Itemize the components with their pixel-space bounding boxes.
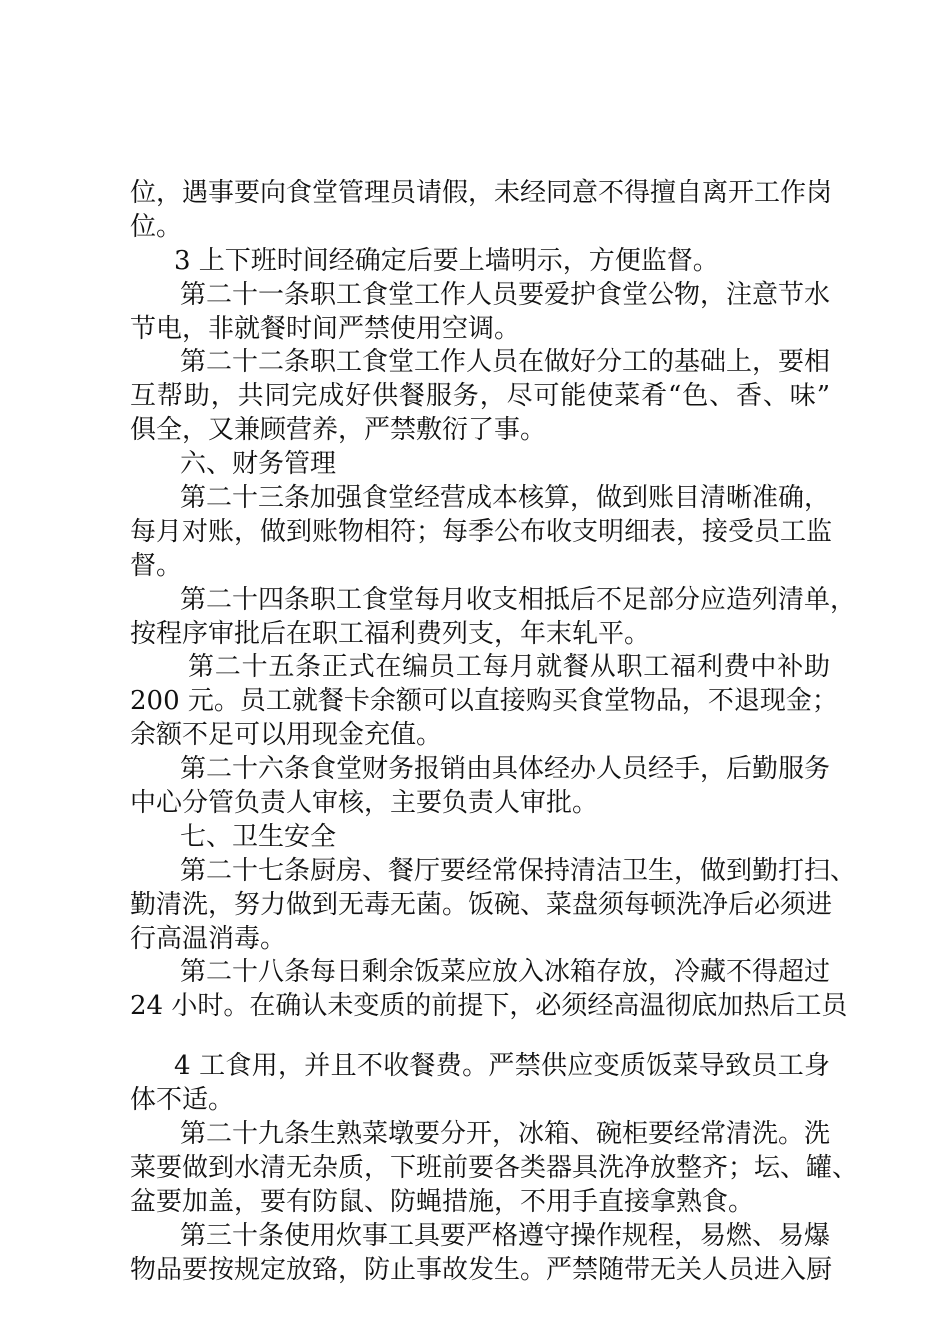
text-line: 余额不足可以用现金充值。	[130, 720, 443, 750]
text-line: 位。	[130, 212, 183, 242]
text-line: 第二十九条生熟菜墩要分开，冰箱、碗柜要经常清洗。洗	[180, 1119, 831, 1149]
text-line: 200 元。员工就餐卡余额可以直接购买食堂物品，不退现金；	[130, 686, 838, 716]
text-line: 互帮助，共同完成好供餐服务，尽可能使菜肴“色、香、味”	[130, 381, 830, 411]
text-line: 勤清洗，努力做到无毒无菌。饭碗、菜盘须每顿洗净后必须进	[130, 890, 833, 920]
text-line: 第二十六条食堂财务报销由具体经办人员经手，后勤服务	[180, 754, 831, 784]
text-line: 盆要加盖，要有防鼠、防蝇措施，不用手直接拿熟食。	[130, 1187, 755, 1217]
section-heading: 六、财务管理	[180, 449, 337, 479]
text-line: 24 小时。在确认未变质的前提下，必须经高温彻底加热后工员	[130, 991, 848, 1021]
text-line: 按程序审批后在职工福利费列支，年末轧平。	[130, 619, 651, 649]
text-line: 位，遇事要向食堂管理员请假，未经同意不得擅自离开工作岗	[130, 178, 833, 208]
text-line: 3 上下班时间经确定后要上墙明示，方便监督。	[174, 246, 719, 276]
text-line: 第三十条使用炊事工具要严格遵守操作规程，易燃、易爆	[180, 1221, 831, 1251]
text-line: 俱全，又兼顾营养，严禁敷衍了事。	[130, 415, 547, 445]
text-line: 督。	[130, 551, 183, 581]
text-line: 第二十五条正式在编员工每月就餐从职工福利费中补助	[188, 652, 830, 682]
text-line: 体不适。	[130, 1085, 235, 1115]
text-line: 每月对账，做到账物相符；每季公布收支明细表，接受员工监	[130, 517, 833, 547]
text-line: 节电，非就餐时间严禁使用空调。	[130, 314, 521, 344]
text-line: 4 工食用，并且不收餐费。严禁供应变质饭菜导致员工身	[174, 1051, 830, 1081]
text-line: 第二十一条职工食堂工作人员要爱护食堂公物，注意节水	[180, 280, 831, 310]
text-line: 第二十八条每日剩余饭菜应放入冰箱存放，冷藏不得超过	[180, 957, 831, 987]
text-line: 第二十二条职工食堂工作人员在做好分工的基础上，要相	[180, 347, 831, 377]
text-line: 物品要按规定放臵，防止事故发生。严禁随带无关人员进入厨	[130, 1255, 833, 1285]
text-line: 中心分管负责人审核，主要负责人审批。	[130, 788, 599, 818]
text-line: 第二十四条职工食堂每月收支相抵后不足部分应造列清单，	[180, 585, 857, 615]
text-line: 第二十三条加强食堂经营成本核算，做到账目清晰准确，	[180, 483, 831, 513]
text-line: 行高温消毒。	[130, 924, 287, 954]
section-heading: 七、卫生安全	[180, 822, 337, 852]
text-line: 第二十七条厨房、餐厅要经常保持清洁卫生，做到勤打扫、	[180, 856, 857, 886]
text-line: 菜要做到水清无杂质，下班前要各类器具洗净放整齐；坛、罐、	[130, 1153, 859, 1183]
